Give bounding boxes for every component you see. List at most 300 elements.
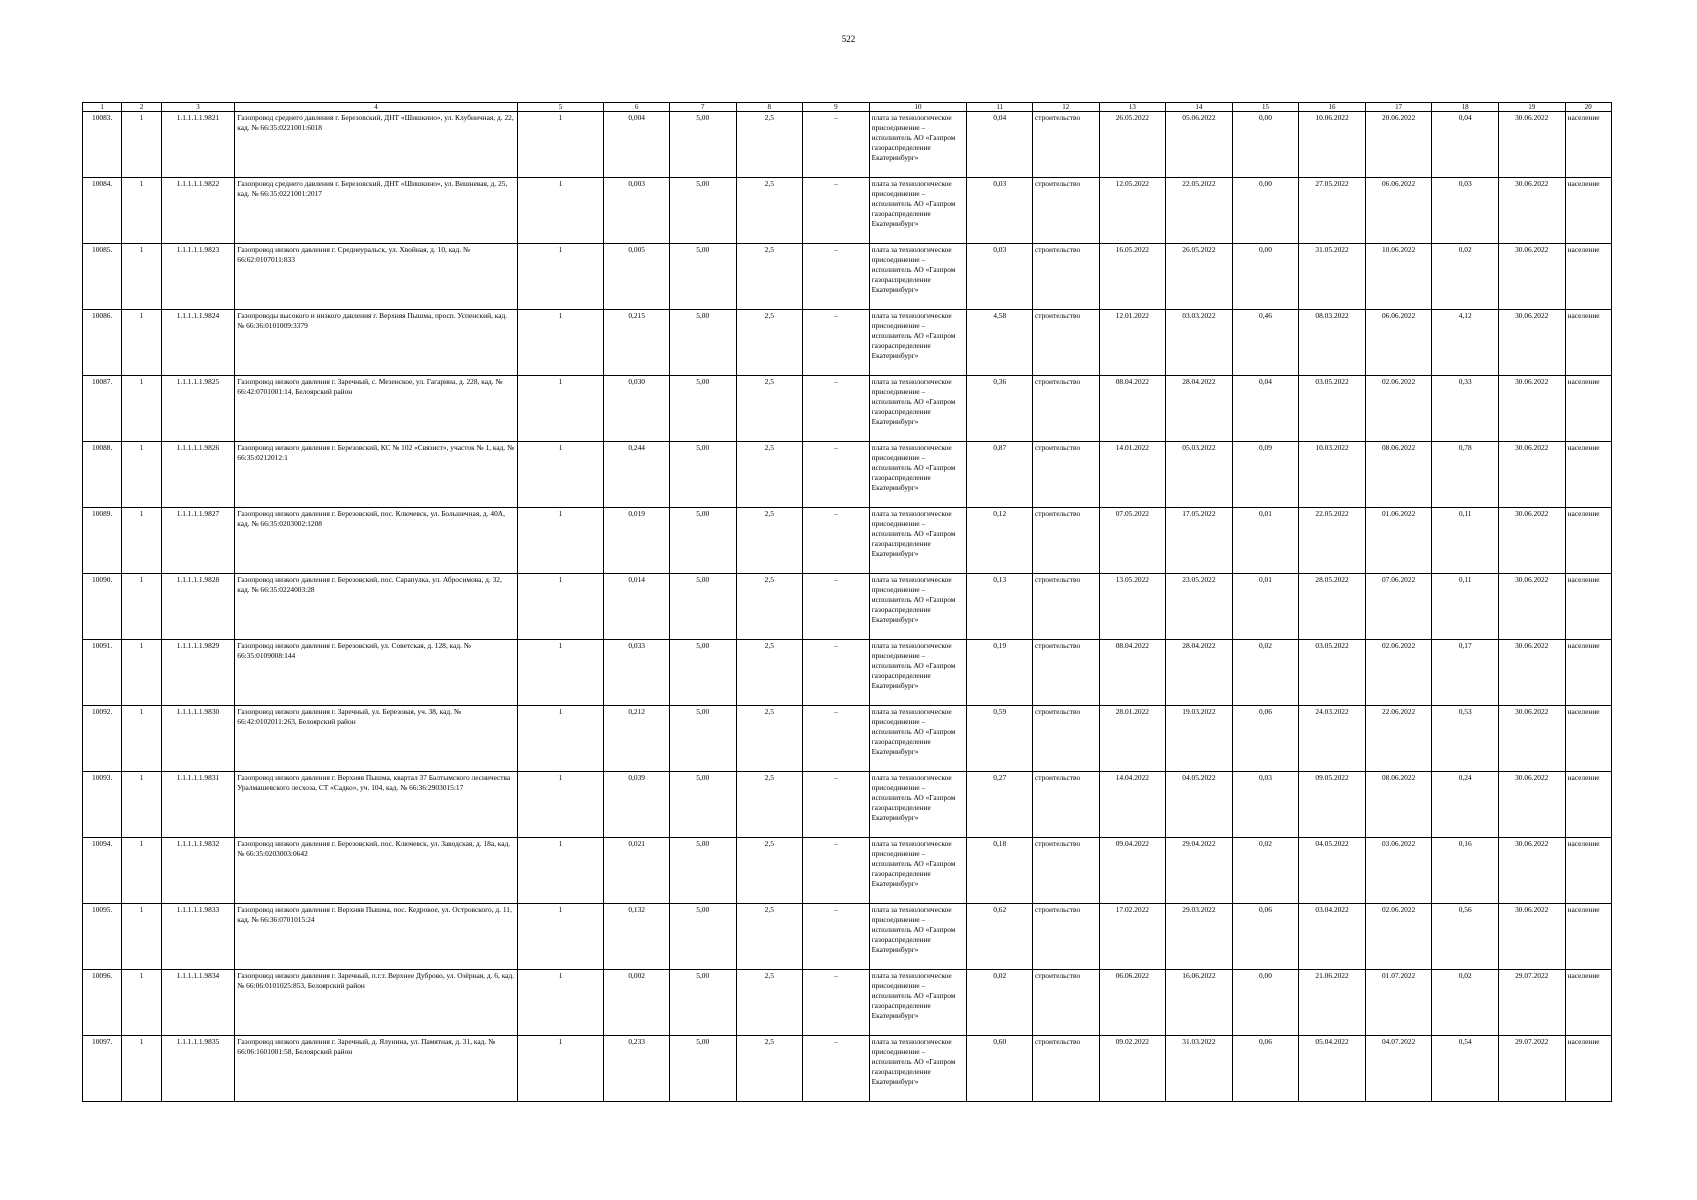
object-description: Газопровод низкого давления г. Верхняя Пышма, пос. Кедровое, ул. Островского, д. 11, кад. № 66:36:0701015:24 — [235, 904, 517, 970]
work-type: строительство — [1033, 178, 1100, 244]
cell-col-8: 2,5 — [736, 442, 803, 508]
consumer-category: население — [1565, 310, 1611, 376]
column-header: 7 — [669, 103, 736, 112]
cell-col-5: 1 — [517, 574, 604, 640]
cell-col-7: 5,00 — [669, 178, 736, 244]
cell-col-2: 1 — [122, 442, 161, 508]
object-code: 1.1.1.1.1.9825 — [161, 376, 235, 442]
date-col-17: 20.06.2022 — [1365, 112, 1432, 178]
consumer-category: население — [1565, 838, 1611, 904]
cell-col-11: 0,12 — [967, 508, 1033, 574]
cell-col-6: 0,233 — [604, 1036, 670, 1102]
cell-col-15: 0,02 — [1232, 838, 1299, 904]
cell-col-18: 0,24 — [1432, 772, 1499, 838]
work-type: строительство — [1033, 706, 1100, 772]
date-col-13: 16.05.2022 — [1099, 244, 1166, 310]
row-number: 10084. — [83, 178, 122, 244]
date-col-17: 06.06.2022 — [1365, 178, 1432, 244]
consumer-category: население — [1565, 244, 1611, 310]
cell-col-18: 0,04 — [1432, 112, 1499, 178]
cell-col-9: – — [803, 706, 870, 772]
date-col-17: 10.06.2022 — [1365, 244, 1432, 310]
cell-col-2: 1 — [122, 508, 161, 574]
cell-col-2: 1 — [122, 574, 161, 640]
table-row — [83, 442, 1612, 508]
cell-col-15: 0,04 — [1232, 376, 1299, 442]
row-number: 10088. — [83, 442, 122, 508]
date-col-19: 29.07.2022 — [1498, 1036, 1565, 1102]
cell-col-18: 0,54 — [1432, 1036, 1499, 1102]
object-description: Газопровод низкого давления г. Березовский, пос. Ключевск, ул. Большечная, д. 40А, кад. № 66:35:0203002:1208 — [235, 508, 517, 574]
cell-col-8: 2,5 — [736, 244, 803, 310]
date-col-16: 24.03.2022 — [1299, 706, 1366, 772]
cell-col-9: – — [803, 970, 870, 1036]
cell-col-15: 0,06 — [1232, 706, 1299, 772]
date-col-17: 04.07.2022 — [1365, 1036, 1432, 1102]
cell-col-6: 0,212 — [604, 706, 670, 772]
date-col-19: 30.06.2022 — [1498, 310, 1565, 376]
cell-col-2: 1 — [122, 244, 161, 310]
cell-col-5: 1 — [517, 178, 604, 244]
cell-col-8: 2,5 — [736, 310, 803, 376]
work-type: строительство — [1033, 904, 1100, 970]
cell-col-9: – — [803, 640, 870, 706]
date-col-16: 03.05.2022 — [1299, 640, 1366, 706]
date-col-19: 30.06.2022 — [1498, 640, 1565, 706]
cell-col-15: 0,00 — [1232, 178, 1299, 244]
cell-col-18: 0,53 — [1432, 706, 1499, 772]
funding-source: плата за технологическое присоединение – исполнитель АО «Газпром газораспределение Екатеринбург» — [869, 310, 967, 376]
cell-col-6: 0,004 — [604, 112, 670, 178]
table-row — [83, 310, 1612, 376]
column-header: 17 — [1365, 103, 1432, 112]
cell-col-7: 5,00 — [669, 112, 736, 178]
cell-col-15: 0,46 — [1232, 310, 1299, 376]
table-row — [83, 376, 1612, 442]
date-col-14: 28.04.2022 — [1166, 640, 1233, 706]
column-header: 15 — [1232, 103, 1299, 112]
cell-col-9: – — [803, 772, 870, 838]
cell-col-5: 1 — [517, 640, 604, 706]
column-header: 13 — [1099, 103, 1166, 112]
date-col-19: 30.06.2022 — [1498, 772, 1565, 838]
row-number: 10085. — [83, 244, 122, 310]
object-code: 1.1.1.1.1.9833 — [161, 904, 235, 970]
date-col-16: 21.06.2022 — [1299, 970, 1366, 1036]
funding-source: плата за технологическое присоединение – исполнитель АО «Газпром газораспределение Екатеринбург» — [869, 112, 967, 178]
cell-col-8: 2,5 — [736, 508, 803, 574]
cell-col-6: 0,003 — [604, 178, 670, 244]
work-type: строительство — [1033, 376, 1100, 442]
object-code: 1.1.1.1.1.9834 — [161, 970, 235, 1036]
cell-col-8: 2,5 — [736, 640, 803, 706]
date-col-19: 30.06.2022 — [1498, 574, 1565, 640]
cell-col-2: 1 — [122, 904, 161, 970]
cell-col-15: 0,01 — [1232, 574, 1299, 640]
cell-col-18: 0,11 — [1432, 508, 1499, 574]
date-col-19: 30.06.2022 — [1498, 508, 1565, 574]
work-type: строительство — [1033, 442, 1100, 508]
date-col-19: 29.07.2022 — [1498, 970, 1565, 1036]
cell-col-18: 0,11 — [1432, 574, 1499, 640]
work-type: строительство — [1033, 970, 1100, 1036]
object-code: 1.1.1.1.1.9826 — [161, 442, 235, 508]
object-description: Газопровод низкого давления г. Среднеуральск, ул. Хвойная, д. 10, кад. № 66:62:0107011:833 — [235, 244, 517, 310]
cell-col-9: – — [803, 112, 870, 178]
date-col-13: 07.05.2022 — [1099, 508, 1166, 574]
date-col-16: 10.03.2022 — [1299, 442, 1366, 508]
cell-col-8: 2,5 — [736, 904, 803, 970]
funding-source: плата за технологическое присоединение – исполнитель АО «Газпром газораспределение Екатеринбург» — [869, 706, 967, 772]
date-col-14: 16.06.2022 — [1166, 970, 1233, 1036]
object-code: 1.1.1.1.1.9824 — [161, 310, 235, 376]
date-col-14: 29.03.2022 — [1166, 904, 1233, 970]
cell-col-7: 5,00 — [669, 904, 736, 970]
cell-col-2: 1 — [122, 178, 161, 244]
date-col-19: 30.06.2022 — [1498, 244, 1565, 310]
cell-col-8: 2,5 — [736, 1036, 803, 1102]
cell-col-2: 1 — [122, 112, 161, 178]
cell-col-18: 0,56 — [1432, 904, 1499, 970]
date-col-19: 30.06.2022 — [1498, 904, 1565, 970]
date-col-19: 30.06.2022 — [1498, 112, 1565, 178]
table-row — [83, 178, 1612, 244]
cell-col-6: 0,215 — [604, 310, 670, 376]
work-type: строительство — [1033, 112, 1100, 178]
cell-col-7: 5,00 — [669, 574, 736, 640]
cell-col-11: 0,18 — [967, 838, 1033, 904]
object-description: Газопровод низкого давления г. Березовский, КС № 102 «Связист», участок № 1, кад. № 66:35:0212012:1 — [235, 442, 517, 508]
table-row — [83, 772, 1612, 838]
table-row — [83, 970, 1612, 1036]
cell-col-11: 0,62 — [967, 904, 1033, 970]
column-header: 19 — [1498, 103, 1565, 112]
cell-col-11: 4,58 — [967, 310, 1033, 376]
page-number: 522 — [841, 34, 856, 44]
date-col-17: 07.06.2022 — [1365, 574, 1432, 640]
date-col-17: 06.06.2022 — [1365, 310, 1432, 376]
date-col-13: 12.05.2022 — [1099, 178, 1166, 244]
cell-col-9: – — [803, 904, 870, 970]
consumer-category: население — [1565, 706, 1611, 772]
date-col-16: 09.05.2022 — [1299, 772, 1366, 838]
row-number: 10093. — [83, 772, 122, 838]
work-type: строительство — [1033, 838, 1100, 904]
table-row — [83, 574, 1612, 640]
cell-col-6: 0,033 — [604, 640, 670, 706]
cell-col-6: 0,014 — [604, 574, 670, 640]
cell-col-5: 1 — [517, 508, 604, 574]
column-header: 20 — [1565, 103, 1611, 112]
date-col-17: 01.07.2022 — [1365, 970, 1432, 1036]
object-code: 1.1.1.1.1.9827 — [161, 508, 235, 574]
date-col-17: 22.06.2022 — [1365, 706, 1432, 772]
cell-col-11: 0,02 — [967, 970, 1033, 1036]
row-number: 10095. — [83, 904, 122, 970]
consumer-category: население — [1565, 904, 1611, 970]
cell-col-18: 4,12 — [1432, 310, 1499, 376]
cell-col-8: 2,5 — [736, 772, 803, 838]
date-col-14: 26.05.2022 — [1166, 244, 1233, 310]
funding-source: плата за технологическое присоединение – исполнитель АО «Газпром газораспределение Екатеринбург» — [869, 376, 967, 442]
cell-col-2: 1 — [122, 706, 161, 772]
cell-col-9: – — [803, 508, 870, 574]
cell-col-8: 2,5 — [736, 574, 803, 640]
date-col-13: 12.01.2022 — [1099, 310, 1166, 376]
cell-col-2: 1 — [122, 1036, 161, 1102]
date-col-16: 03.04.2022 — [1299, 904, 1366, 970]
cell-col-8: 2,5 — [736, 112, 803, 178]
date-col-13: 08.04.2022 — [1099, 640, 1166, 706]
funding-source: плата за технологическое присоединение – исполнитель АО «Газпром газораспределение Екатеринбург» — [869, 244, 967, 310]
cell-col-11: 0,87 — [967, 442, 1033, 508]
registry-table — [82, 102, 1612, 1102]
date-col-14: 19.03.2022 — [1166, 706, 1233, 772]
cell-col-9: – — [803, 244, 870, 310]
date-col-16: 05.04.2022 — [1299, 1036, 1366, 1102]
row-number: 10090. — [83, 574, 122, 640]
cell-col-5: 1 — [517, 376, 604, 442]
cell-col-5: 1 — [517, 310, 604, 376]
cell-col-9: – — [803, 442, 870, 508]
cell-col-15: 0,00 — [1232, 244, 1299, 310]
date-col-16: 03.05.2022 — [1299, 376, 1366, 442]
work-type: строительство — [1033, 574, 1100, 640]
cell-col-7: 5,00 — [669, 838, 736, 904]
column-header: 18 — [1432, 103, 1499, 112]
work-type: строительство — [1033, 1036, 1100, 1102]
cell-col-6: 0,244 — [604, 442, 670, 508]
funding-source: плата за технологическое присоединение – исполнитель АО «Газпром газораспределение Екатеринбург» — [869, 508, 967, 574]
cell-col-2: 1 — [122, 772, 161, 838]
cell-col-6: 0,039 — [604, 772, 670, 838]
date-col-19: 30.06.2022 — [1498, 706, 1565, 772]
column-header: 1 — [83, 103, 122, 112]
row-number: 10094. — [83, 838, 122, 904]
consumer-category: население — [1565, 508, 1611, 574]
cell-col-5: 1 — [517, 244, 604, 310]
cell-col-15: 0,03 — [1232, 772, 1299, 838]
date-col-14: 31.03.2022 — [1166, 1036, 1233, 1102]
cell-col-8: 2,5 — [736, 376, 803, 442]
cell-col-2: 1 — [122, 640, 161, 706]
funding-source: плата за технологическое присоединение – исполнитель АО «Газпром газораспределение Екатеринбург» — [869, 904, 967, 970]
table-row — [83, 706, 1612, 772]
object-description: Газопровод низкого давления г. Березовский, пос. Ключевск, ул. Заводская, д. 18а, кад. № 66:35:0203003:0642 — [235, 838, 517, 904]
date-col-14: 04.05.2022 — [1166, 772, 1233, 838]
funding-source: плата за технологическое присоединение – исполнитель АО «Газпром газораспределение Екатеринбург» — [869, 574, 967, 640]
date-col-14: 05.06.2022 — [1166, 112, 1233, 178]
object-description: Газопровод низкого давления г. Заречный, ул. Березовая, уч. 38, кад. № 66:42:0102011:263, Белоярский район — [235, 706, 517, 772]
cell-col-15: 0,06 — [1232, 904, 1299, 970]
table-row — [83, 508, 1612, 574]
cell-col-15: 0,01 — [1232, 508, 1299, 574]
cell-col-8: 2,5 — [736, 706, 803, 772]
object-description: Газопровод низкого давления г. Заречный, с. Мезенское, ул. Гагарина, д. 228, кад. № 66:42:0701001:14, Белоярский район — [235, 376, 517, 442]
consumer-category: население — [1565, 574, 1611, 640]
cell-col-6: 0,019 — [604, 508, 670, 574]
date-col-16: 04.05.2022 — [1299, 838, 1366, 904]
date-col-14: 22.05.2022 — [1166, 178, 1233, 244]
date-col-16: 31.05.2022 — [1299, 244, 1366, 310]
cell-col-5: 1 — [517, 904, 604, 970]
row-number: 10089. — [83, 508, 122, 574]
cell-col-9: – — [803, 838, 870, 904]
cell-col-7: 5,00 — [669, 640, 736, 706]
object-code: 1.1.1.1.1.9821 — [161, 112, 235, 178]
funding-source: плата за технологическое присоединение – исполнитель АО «Газпром газораспределение Екатеринбург» — [869, 1036, 967, 1102]
cell-col-2: 1 — [122, 376, 161, 442]
object-code: 1.1.1.1.1.9832 — [161, 838, 235, 904]
object-description: Газопровод низкого давления г. Верхняя Пышма, квартал 37 Балтымского лесничества Уралмашевского лесхоза, СТ «Садко», уч. 104, кад. № 66:36:2903015:17 — [235, 772, 517, 838]
consumer-category: население — [1565, 772, 1611, 838]
cell-col-18: 0,02 — [1432, 970, 1499, 1036]
date-col-13: 06.06.2022 — [1099, 970, 1166, 1036]
cell-col-18: 0,02 — [1432, 244, 1499, 310]
cell-col-9: – — [803, 178, 870, 244]
cell-col-5: 1 — [517, 1036, 604, 1102]
consumer-category: население — [1565, 442, 1611, 508]
object-code: 1.1.1.1.1.9823 — [161, 244, 235, 310]
date-col-16: 27.05.2022 — [1299, 178, 1366, 244]
cell-col-6: 0,005 — [604, 244, 670, 310]
date-col-13: 08.04.2022 — [1099, 376, 1166, 442]
row-number: 10091. — [83, 640, 122, 706]
cell-col-8: 2,5 — [736, 178, 803, 244]
date-col-17: 01.06.2022 — [1365, 508, 1432, 574]
row-number: 10087. — [83, 376, 122, 442]
date-col-13: 13.05.2022 — [1099, 574, 1166, 640]
date-col-13: 09.04.2022 — [1099, 838, 1166, 904]
cell-col-5: 1 — [517, 772, 604, 838]
consumer-category: население — [1565, 178, 1611, 244]
funding-source: плата за технологическое присоединение – исполнитель АО «Газпром газораспределение Екатеринбург» — [869, 442, 967, 508]
column-header: 2 — [122, 103, 161, 112]
date-col-13: 26.05.2022 — [1099, 112, 1166, 178]
object-code: 1.1.1.1.1.9822 — [161, 178, 235, 244]
cell-col-8: 2,5 — [736, 970, 803, 1036]
date-col-17: 02.06.2022 — [1365, 904, 1432, 970]
row-number: 10083. — [83, 112, 122, 178]
object-description: Газопровод низкого давления г. Березовский, ул. Советская, д. 128, кад. № 66:35:0109008:144 — [235, 640, 517, 706]
object-code: 1.1.1.1.1.9831 — [161, 772, 235, 838]
funding-source: плата за технологическое присоединение – исполнитель АО «Газпром газораспределение Екатеринбург» — [869, 970, 967, 1036]
work-type: строительство — [1033, 310, 1100, 376]
cell-col-18: 0,17 — [1432, 640, 1499, 706]
object-code: 1.1.1.1.1.9829 — [161, 640, 235, 706]
date-col-19: 30.06.2022 — [1498, 178, 1565, 244]
cell-col-2: 1 — [122, 970, 161, 1036]
cell-col-11: 0,36 — [967, 376, 1033, 442]
cell-col-5: 1 — [517, 112, 604, 178]
consumer-category: население — [1565, 970, 1611, 1036]
cell-col-18: 0,03 — [1432, 178, 1499, 244]
cell-col-15: 0,00 — [1232, 970, 1299, 1036]
object-description: Газопровод среднего давления г. Березовский, ДНТ «Шишкино», ул. Вишневая, д. 25, кад. № 66:35:0221001:2017 — [235, 178, 517, 244]
work-type: строительство — [1033, 640, 1100, 706]
row-number: 10086. — [83, 310, 122, 376]
cell-col-11: 0,03 — [967, 178, 1033, 244]
cell-col-15: 0,00 — [1232, 112, 1299, 178]
table-row — [83, 904, 1612, 970]
cell-col-9: – — [803, 1036, 870, 1102]
table-row — [83, 244, 1612, 310]
cell-col-5: 1 — [517, 970, 604, 1036]
column-header: 5 — [517, 103, 604, 112]
cell-col-9: – — [803, 310, 870, 376]
column-header: 4 — [235, 103, 517, 112]
cell-col-7: 5,00 — [669, 1036, 736, 1102]
row-number: 10096. — [83, 970, 122, 1036]
date-col-14: 03.03.2022 — [1166, 310, 1233, 376]
table-row — [83, 112, 1612, 178]
cell-col-11: 0,03 — [967, 244, 1033, 310]
date-col-14: 23.05.2022 — [1166, 574, 1233, 640]
cell-col-15: 0,06 — [1232, 1036, 1299, 1102]
cell-col-5: 1 — [517, 442, 604, 508]
consumer-category: население — [1565, 112, 1611, 178]
cell-col-8: 2,5 — [736, 838, 803, 904]
column-header: 10 — [869, 103, 967, 112]
date-col-17: 08.06.2022 — [1365, 772, 1432, 838]
date-col-19: 30.06.2022 — [1498, 442, 1565, 508]
row-number: 10097. — [83, 1036, 122, 1102]
date-col-14: 28.04.2022 — [1166, 376, 1233, 442]
cell-col-5: 1 — [517, 706, 604, 772]
cell-col-5: 1 — [517, 838, 604, 904]
cell-col-2: 1 — [122, 838, 161, 904]
column-header: 3 — [161, 103, 235, 112]
date-col-17: 02.06.2022 — [1365, 640, 1432, 706]
header-row — [83, 103, 1612, 112]
cell-col-9: – — [803, 376, 870, 442]
column-header: 6 — [604, 103, 670, 112]
object-description: Газопровод низкого давления г. Заречный, п.г.т. Верхнее Дуброво, ул. Озёрная, д. 6, кад. № 66:06:0101025:853, Белоярский район — [235, 970, 517, 1036]
cell-col-9: – — [803, 574, 870, 640]
table-row — [83, 838, 1612, 904]
column-header: 9 — [803, 103, 870, 112]
cell-col-7: 5,00 — [669, 310, 736, 376]
funding-source: плата за технологическое присоединение – исполнитель АО «Газпром газораспределение Екатеринбург» — [869, 178, 967, 244]
cell-col-18: 0,78 — [1432, 442, 1499, 508]
cell-col-7: 5,00 — [669, 442, 736, 508]
date-col-16: 10.06.2022 — [1299, 112, 1366, 178]
date-col-13: 28.01.2022 — [1099, 706, 1166, 772]
object-description: Газопроводы высокого и низкого давления г. Верхняя Пышма, просп. Успенский, кад. № 66:36:0101009:3379 — [235, 310, 517, 376]
column-header: 11 — [967, 103, 1033, 112]
date-col-16: 28.05.2022 — [1299, 574, 1366, 640]
cell-col-11: 0,60 — [967, 1036, 1033, 1102]
work-type: строительство — [1033, 772, 1100, 838]
date-col-13: 14.01.2022 — [1099, 442, 1166, 508]
cell-col-7: 5,00 — [669, 508, 736, 574]
table-row — [83, 640, 1612, 706]
cell-col-7: 5,00 — [669, 376, 736, 442]
cell-col-6: 0,021 — [604, 838, 670, 904]
cell-col-18: 0,16 — [1432, 838, 1499, 904]
date-col-16: 08.03.2022 — [1299, 310, 1366, 376]
work-type: строительство — [1033, 508, 1100, 574]
object-code: 1.1.1.1.1.9830 — [161, 706, 235, 772]
column-header: 14 — [1166, 103, 1233, 112]
date-col-14: 05.03.2022 — [1166, 442, 1233, 508]
cell-col-11: 0,59 — [967, 706, 1033, 772]
column-header: 16 — [1299, 103, 1366, 112]
cell-col-7: 5,00 — [669, 244, 736, 310]
date-col-17: 03.06.2022 — [1365, 838, 1432, 904]
cell-col-2: 1 — [122, 310, 161, 376]
column-header: 12 — [1033, 103, 1100, 112]
